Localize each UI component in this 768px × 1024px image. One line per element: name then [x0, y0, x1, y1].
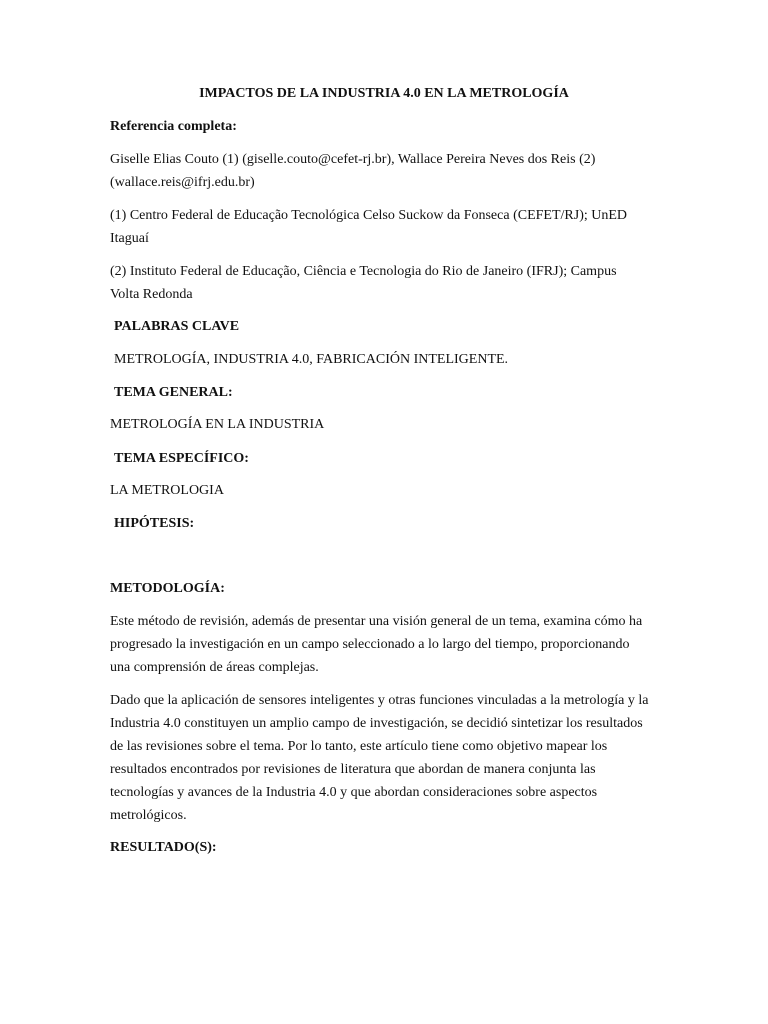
affiliation-line: (2) Instituto Federal de Educação, Ciência e Tecnologia do Rio de Janeiro (IFRJ); Campus — [110, 264, 617, 279]
paragraph-line: Dado que la aplicación de sensores inteligentes y otras funciones vinculadas a la metrología y la — [110, 693, 649, 708]
keywords-heading: PALABRAS CLAVE — [114, 319, 240, 334]
paragraph-line: de las revisiones sobre el tema. Por lo tanto, este artículo tiene como objetivo mapear los — [110, 739, 608, 754]
hypothesis-heading: HIPÓTESIS: — [114, 516, 195, 531]
paragraph-line: Este método de revisión, además de presentar una visión general de un tema, examina cómo ha — [110, 614, 643, 629]
authors-line: Giselle Elias Couto (1) (giselle.couto@cefet-rj.br), Wallace Pereira Neves dos Reis (2) — [110, 152, 596, 167]
keywords-text: METROLOGÍA, INDUSTRIA 4.0, FABRICACIÓN INTELIGENTE. — [114, 352, 509, 367]
affiliation-1 — [110, 204, 670, 250]
reference-heading: Referencia completa: — [110, 119, 237, 134]
general-topic-heading: TEMA GENERAL: — [114, 385, 233, 400]
paragraph-line: tecnologías y avances de la Industria 4.0 y que abordan consideraciones sobre aspectos — [110, 785, 598, 800]
paragraph-line: Industria 4.0 constituyen un amplio campo de investigación, se decidió sintetizar los resultados — [110, 716, 643, 731]
paragraph-line: resultados encontrados por revisiones de literatura que abordan de manera conjunta las — [110, 762, 596, 777]
authors-line: (wallace.reis@ifrj.edu.br) — [110, 175, 255, 190]
affiliation-line: (1) Centro Federal de Educação Tecnológica Celso Suckow da Fonseca (CEFET/RJ); UnED — [110, 208, 628, 223]
methodology-paragraph-1 — [110, 610, 670, 679]
affiliation-2 — [110, 260, 670, 306]
methodology-heading: METODOLOGÍA: — [110, 581, 225, 596]
document-title: IMPACTOS DE LA INDUSTRIA 4.0 EN LA METROLOGÍA — [199, 86, 569, 101]
methodology-paragraph-2 — [110, 689, 670, 827]
specific-topic-heading: TEMA ESPECÍFICO: — [114, 451, 249, 466]
general-topic-text: METROLOGÍA EN LA INDUSTRIA — [110, 417, 325, 432]
affiliation-line: Volta Redonda — [110, 287, 193, 302]
paragraph-line: una comprensión de áreas complejas. — [110, 660, 319, 675]
specific-topic-text: LA METROLOGIA — [110, 483, 224, 498]
authors-paragraph — [110, 148, 670, 194]
paragraph-line: metrológicos. — [110, 808, 187, 823]
results-heading: RESULTADO(S): — [110, 840, 217, 855]
affiliation-line: Itaguaí — [110, 231, 149, 246]
paragraph-line: progresado la investigación en un campo seleccionado a lo largo del tiempo, proporcionando — [110, 637, 630, 652]
